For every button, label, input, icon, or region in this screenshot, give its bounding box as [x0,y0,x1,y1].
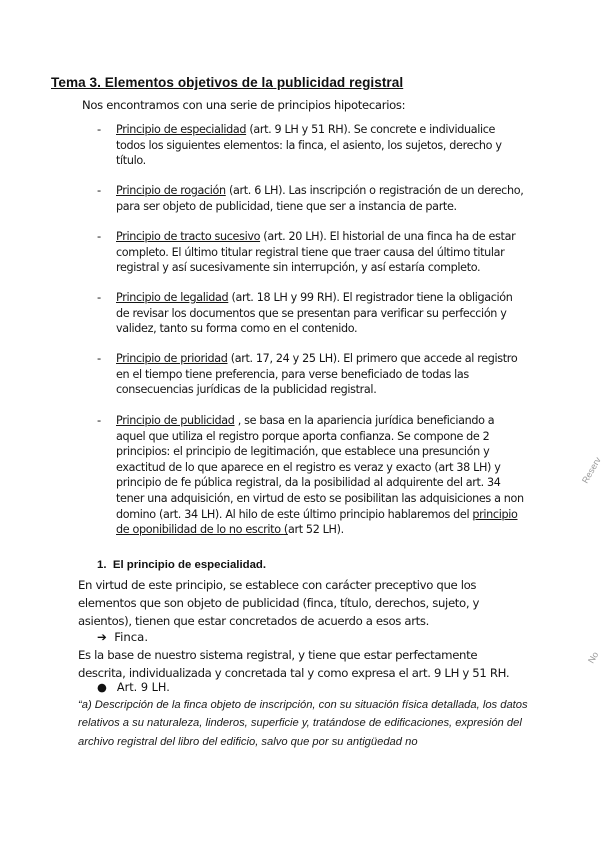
principle-tail-paren: ( [283,523,288,537]
principle-name: Principio de rogación [116,184,226,197]
intro-text: Nos encontramos con una serie de principios hipotecarios: [82,98,406,112]
arrow-list-item [97,630,148,644]
list-dash: - [97,229,102,243]
list-dash: - [97,351,102,365]
list-dash: - [97,413,102,427]
principle-text: (art. 17, 24 y 25 LH). El primero que accede al registro en el tiempo tiene preferencia, para verse beneficiado de todas las consecuencias jurídicas de la publicidad registral. [116,352,518,397]
bullet-list-item [97,681,170,694]
article-quote: “a) Descripción de la finca objeto de inscripción, con su situación física detallada, los datos relativos a su naturaleza, linderos, superficie y, tratándose de edificaciones, expresión del archivo registral del libro del edificio, salvo que por su antigüedad no [78,699,528,748]
principle-body [116,290,526,337]
principle-body [116,229,526,276]
section-title: El principio de especialidad. [112,559,267,571]
principle-body [116,122,526,169]
principle-body [116,183,526,214]
principle-link-oponibilidad: principio de oponibilidad de lo no escrito [116,507,518,537]
list-dash: - [97,183,102,197]
principle-text: (art. 20 LH). El historial de una finca ha de estar completo. El último titular registral tiene que traer causa del último titular registral y así sucesivamente sin interrupción, y así estaría completo. [116,230,516,275]
page-title: Tema 3. Elementos objetivos de la publicidad registral [51,75,404,90]
principle-tail: art 52 LH). [287,523,344,537]
arrow-item-label: Finca. [114,630,149,644]
principle-text: , se basa en la apariencia jurídica beneficiando a aquel que utiliza el registro porque aporta confianza. Se compone de 2 principios: el principio de legitimación, que establece una presunción y exactitud de lo que aparece en el registro es veraz y exacto (art 38 LH) y principio de fe pública registral, da la posibilidad al adquirente del art. 34 tener una adquisición, en virtud de esto se posibilitan las adquisiciones a non domino (art. 34 LH). Al hilo de este último principio hablaremos del [116,414,524,521]
list-dash: - [97,290,102,304]
principle-name: Principio de prioridad [116,352,228,365]
principle-text: (art. 6 LH). Las inscripción o registración de un derecho, para ser objeto de publicidad, tiene que ser a instancia de parte. [116,184,524,213]
bullet-icon: ● [97,681,107,694]
bullet-item-label: Art. 9 LH. [116,681,170,694]
section-heading [97,559,266,571]
arrow-icon: ➔ [97,630,107,644]
principle-body [116,351,526,398]
list-dash: - [97,122,102,136]
principle-name: Principio de especialidad [116,123,247,136]
section-paragraph: En virtud de este principio, se establece con carácter preceptivo que los elementos que son objeto de publicidad (finca, título, derechos, sujeto, y asientos), tienen que estar concretados de acuerdo a esos arts. [78,578,480,628]
principle-name: Principio de publicidad [116,414,235,427]
watermark-text: No [586,650,601,665]
watermark-text: Reserv [580,455,603,485]
principle-text: (art. 9 LH y 51 RH). Se concrete e individualice todos los siguientes elementos: la finca, el asiento, los sujetos, derecho y título. [116,123,502,168]
principle-body [116,413,526,538]
finca-paragraph: Es la base de nuestro sistema registral, y tiene que estar perfectamente descrita, individualizada y concretada tal y como expresa el art. 9 LH y 51 RH. [78,648,510,680]
principle-name: Principio de legalidad [116,291,229,304]
section-number: 1. [97,559,107,571]
principle-text: (art. 18 LH y 99 RH). El registrador tiene la obligación de revisar los documentos que se presentan para verificar su perfección y validez, tanto su forma como en el contenido. [116,291,513,336]
principle-name: Principio de tracto sucesivo [116,230,261,243]
